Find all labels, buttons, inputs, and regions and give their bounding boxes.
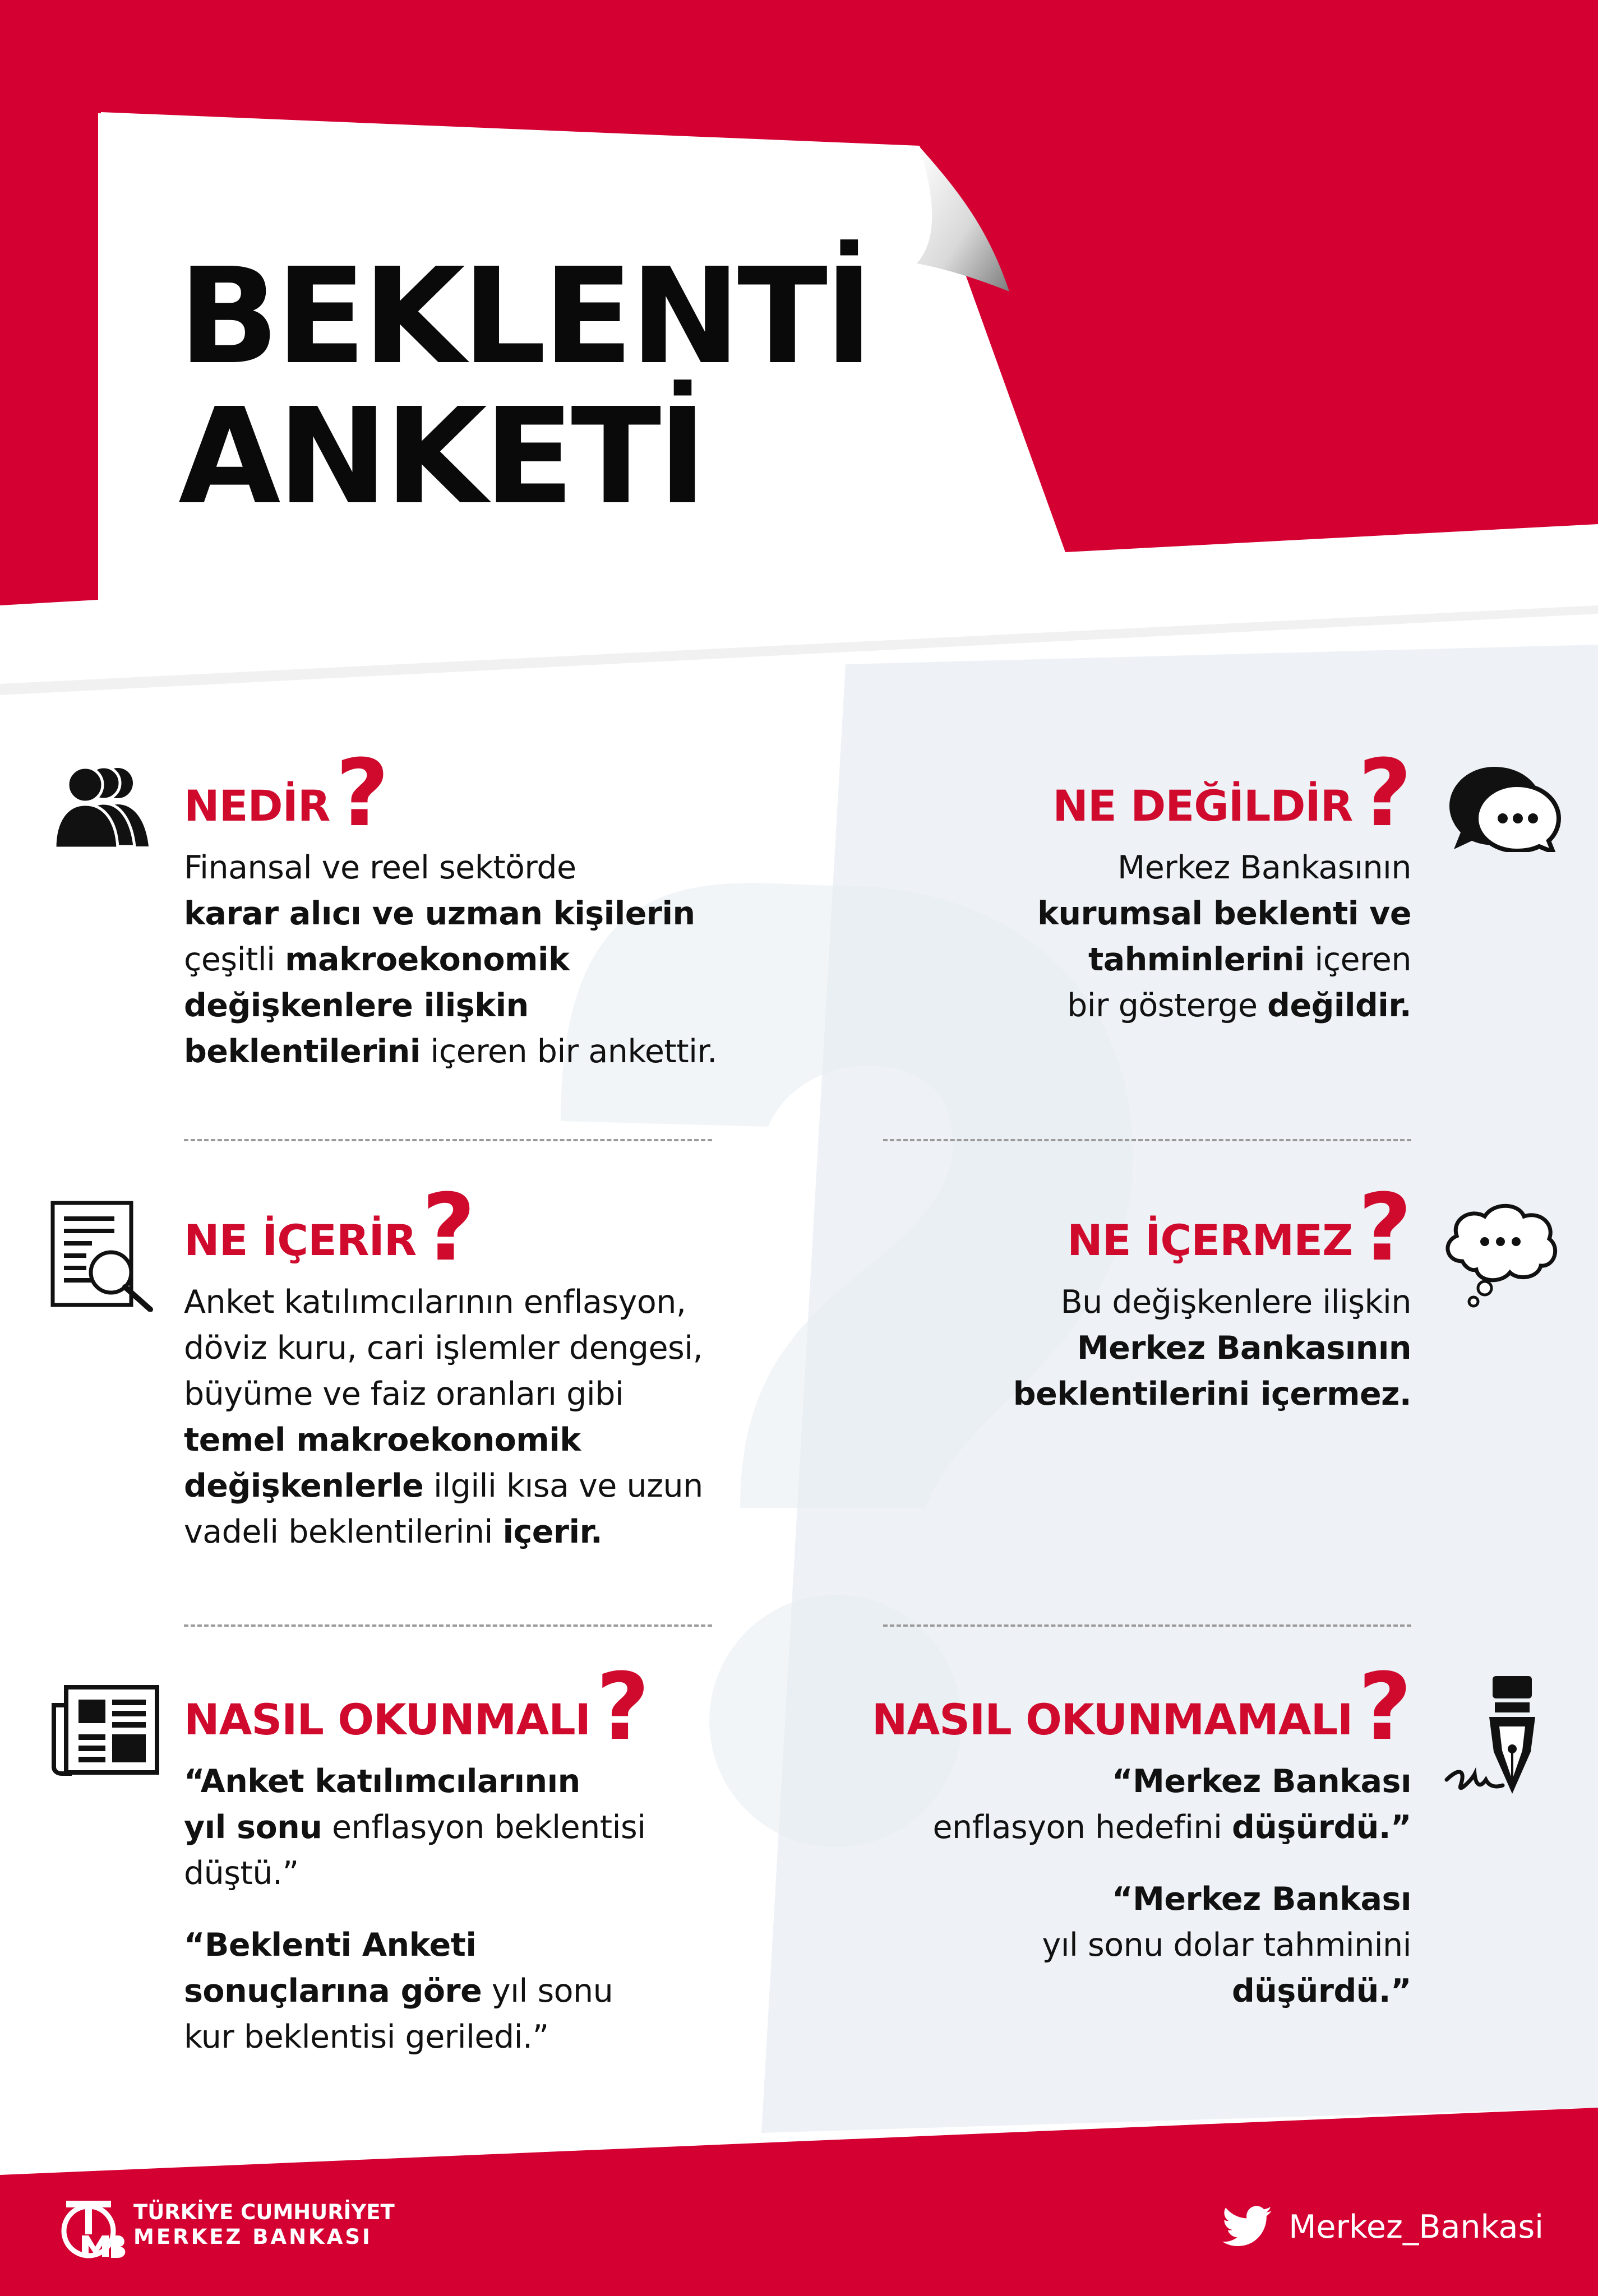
text-line xyxy=(795,1804,1411,1850)
section-body xyxy=(795,1758,1411,2014)
text-line xyxy=(184,891,801,937)
bold-text: makroekonomik xyxy=(285,941,570,978)
bold-text: temel makroekonomik xyxy=(184,1422,581,1459)
paragraph-gap xyxy=(795,1850,1411,1876)
section-body xyxy=(184,1279,801,1555)
text: bir gösterge xyxy=(1067,987,1268,1024)
bold-text: “Beklenti Anketi xyxy=(184,1927,477,1964)
divider xyxy=(184,1139,712,1141)
chat-bubble-icon xyxy=(1449,762,1562,852)
divider xyxy=(184,1624,712,1627)
text-line xyxy=(184,1850,801,1896)
divider xyxy=(883,1139,1411,1141)
bold-text: “Merkez Bankası xyxy=(1112,1881,1411,1918)
text-line xyxy=(795,1922,1411,1968)
bold-text: değişkenlerle xyxy=(184,1468,424,1505)
question-mark: ? xyxy=(595,1653,649,1761)
section-body xyxy=(795,1279,1411,1417)
brand-line1: TÜRKİYE CUMHURİYET xyxy=(133,2200,395,2224)
section-nasil-okunmali xyxy=(184,1653,801,2060)
bold-text: “Anket katılımcılarının xyxy=(184,1763,580,1800)
question-mark: ? xyxy=(422,1174,475,1281)
text-line xyxy=(184,845,801,891)
text-line xyxy=(184,1804,801,1850)
section-body xyxy=(184,845,801,1075)
bold-text: değişkenlere ilişkin xyxy=(184,987,529,1024)
text: enflasyon beklentisi xyxy=(322,1809,646,1846)
text-line xyxy=(795,845,1411,891)
bold-text: “Merkez Bankası xyxy=(1112,1763,1411,1800)
footer-brand xyxy=(133,2200,395,2249)
text-line xyxy=(795,983,1411,1029)
text-line xyxy=(795,1876,1411,1922)
text-line xyxy=(795,1371,1411,1417)
text-line xyxy=(184,1279,801,1325)
question-mark: ? xyxy=(1358,1174,1411,1281)
bold-text: beklentilerini içermez. xyxy=(1013,1376,1411,1413)
text: döviz kuru, cari işlemler dengesi, xyxy=(184,1330,703,1367)
question-mark: ? xyxy=(335,739,389,847)
text: içeren bir ankettir. xyxy=(420,1033,717,1070)
title-line1: BEKLENTİ xyxy=(178,239,870,394)
text-line xyxy=(795,1968,1411,2014)
paragraph-gap xyxy=(184,1896,801,1922)
page-title xyxy=(178,239,870,534)
text: Finansal ve reel sektörde xyxy=(184,849,576,886)
text: Merkez Bankasının xyxy=(1117,849,1411,886)
bold-text: sonuçlarına göre xyxy=(184,1973,482,2010)
bold-text: düşürdü.” xyxy=(1232,1973,1411,2010)
twitter-handle[interactable]: Merkez_Bankasi xyxy=(1288,2209,1544,2246)
fountain-pen-icon xyxy=(1441,1673,1553,1802)
text: düştü.” xyxy=(184,1855,299,1892)
text: çeşitli xyxy=(184,941,285,978)
section-ne-degildir xyxy=(795,739,1411,1029)
people-icon xyxy=(50,765,157,849)
bold-text: tahminlerini xyxy=(1088,941,1305,978)
question-mark: ? xyxy=(1358,1653,1411,1761)
bold-text: içerir. xyxy=(502,1513,603,1550)
title-line2: ANKETİ xyxy=(178,379,704,534)
section-ne-icerir xyxy=(184,1174,801,1555)
text-line xyxy=(795,1758,1411,1804)
text: yıl sonu dolar tahminini xyxy=(1042,1927,1411,1964)
newspaper-icon xyxy=(49,1683,161,1778)
text-line xyxy=(184,1968,801,2014)
text: enflasyon hedefini xyxy=(932,1809,1232,1846)
text: ilgili kısa ve uzun xyxy=(423,1468,703,1505)
bold-text: değildir. xyxy=(1267,987,1411,1024)
text-line xyxy=(184,1758,801,1804)
bold-text: yıl sonu xyxy=(184,1809,322,1846)
bold-text: karar alıcı ve uzman kişilerin xyxy=(184,895,695,932)
text-line xyxy=(184,1325,801,1371)
section-title: NE İÇERMEZ? xyxy=(1067,1174,1411,1281)
bold-text: düşürdü.” xyxy=(1232,1809,1411,1846)
text: Bu değişkenlere ilişkin xyxy=(1060,1284,1411,1321)
text-line xyxy=(184,2014,801,2060)
section-nedir xyxy=(184,739,801,1075)
section-title: NASIL OKUNMALI? xyxy=(184,1653,649,1761)
bold-text: beklentilerini xyxy=(184,1033,421,1070)
text: Anket katılımcılarının enflasyon, xyxy=(184,1284,686,1321)
text: vadeli beklentilerini xyxy=(184,1513,503,1550)
text: yıl sonu xyxy=(482,1973,613,2010)
question-mark: ? xyxy=(1358,739,1411,847)
tcmb-logo xyxy=(55,2196,128,2261)
text-line xyxy=(795,937,1411,983)
text: kur beklentisi geriledi.” xyxy=(184,2019,549,2056)
bold-text: kurumsal beklenti ve xyxy=(1037,895,1411,932)
text-line xyxy=(184,983,801,1029)
text: içeren xyxy=(1304,941,1411,978)
brand-line2: MERKEZ BANKASI xyxy=(133,2225,372,2249)
section-ne-icermez xyxy=(795,1174,1411,1417)
text-line xyxy=(184,1029,801,1075)
text-line xyxy=(795,891,1411,937)
text-line xyxy=(795,1279,1411,1325)
text-line xyxy=(184,1463,801,1509)
section-body xyxy=(184,1758,801,2060)
divider xyxy=(883,1624,1411,1627)
text-line xyxy=(184,1509,801,1555)
section-title: NASIL OKUNMAMALI? xyxy=(871,1653,1411,1761)
bold-text: Merkez Bankasının xyxy=(1077,1330,1411,1367)
section-nasil-okunmamali xyxy=(795,1653,1411,2014)
section-title: NE DEĞİLDİR? xyxy=(1052,739,1411,847)
section-body xyxy=(795,845,1411,1029)
text-line xyxy=(184,1922,801,1968)
section-title: NEDİR? xyxy=(184,739,389,847)
text: büyüme ve faiz oranları gibi xyxy=(184,1376,624,1413)
thought-bubble-icon xyxy=(1440,1200,1560,1312)
text-line xyxy=(184,1417,801,1463)
text-line xyxy=(184,1371,801,1417)
section-title: NE İÇERİR? xyxy=(184,1174,475,1281)
text-line xyxy=(795,1325,1411,1371)
document-search-icon xyxy=(49,1200,156,1312)
text-line xyxy=(184,937,801,983)
twitter-bird-icon[interactable] xyxy=(1222,2206,1273,2248)
